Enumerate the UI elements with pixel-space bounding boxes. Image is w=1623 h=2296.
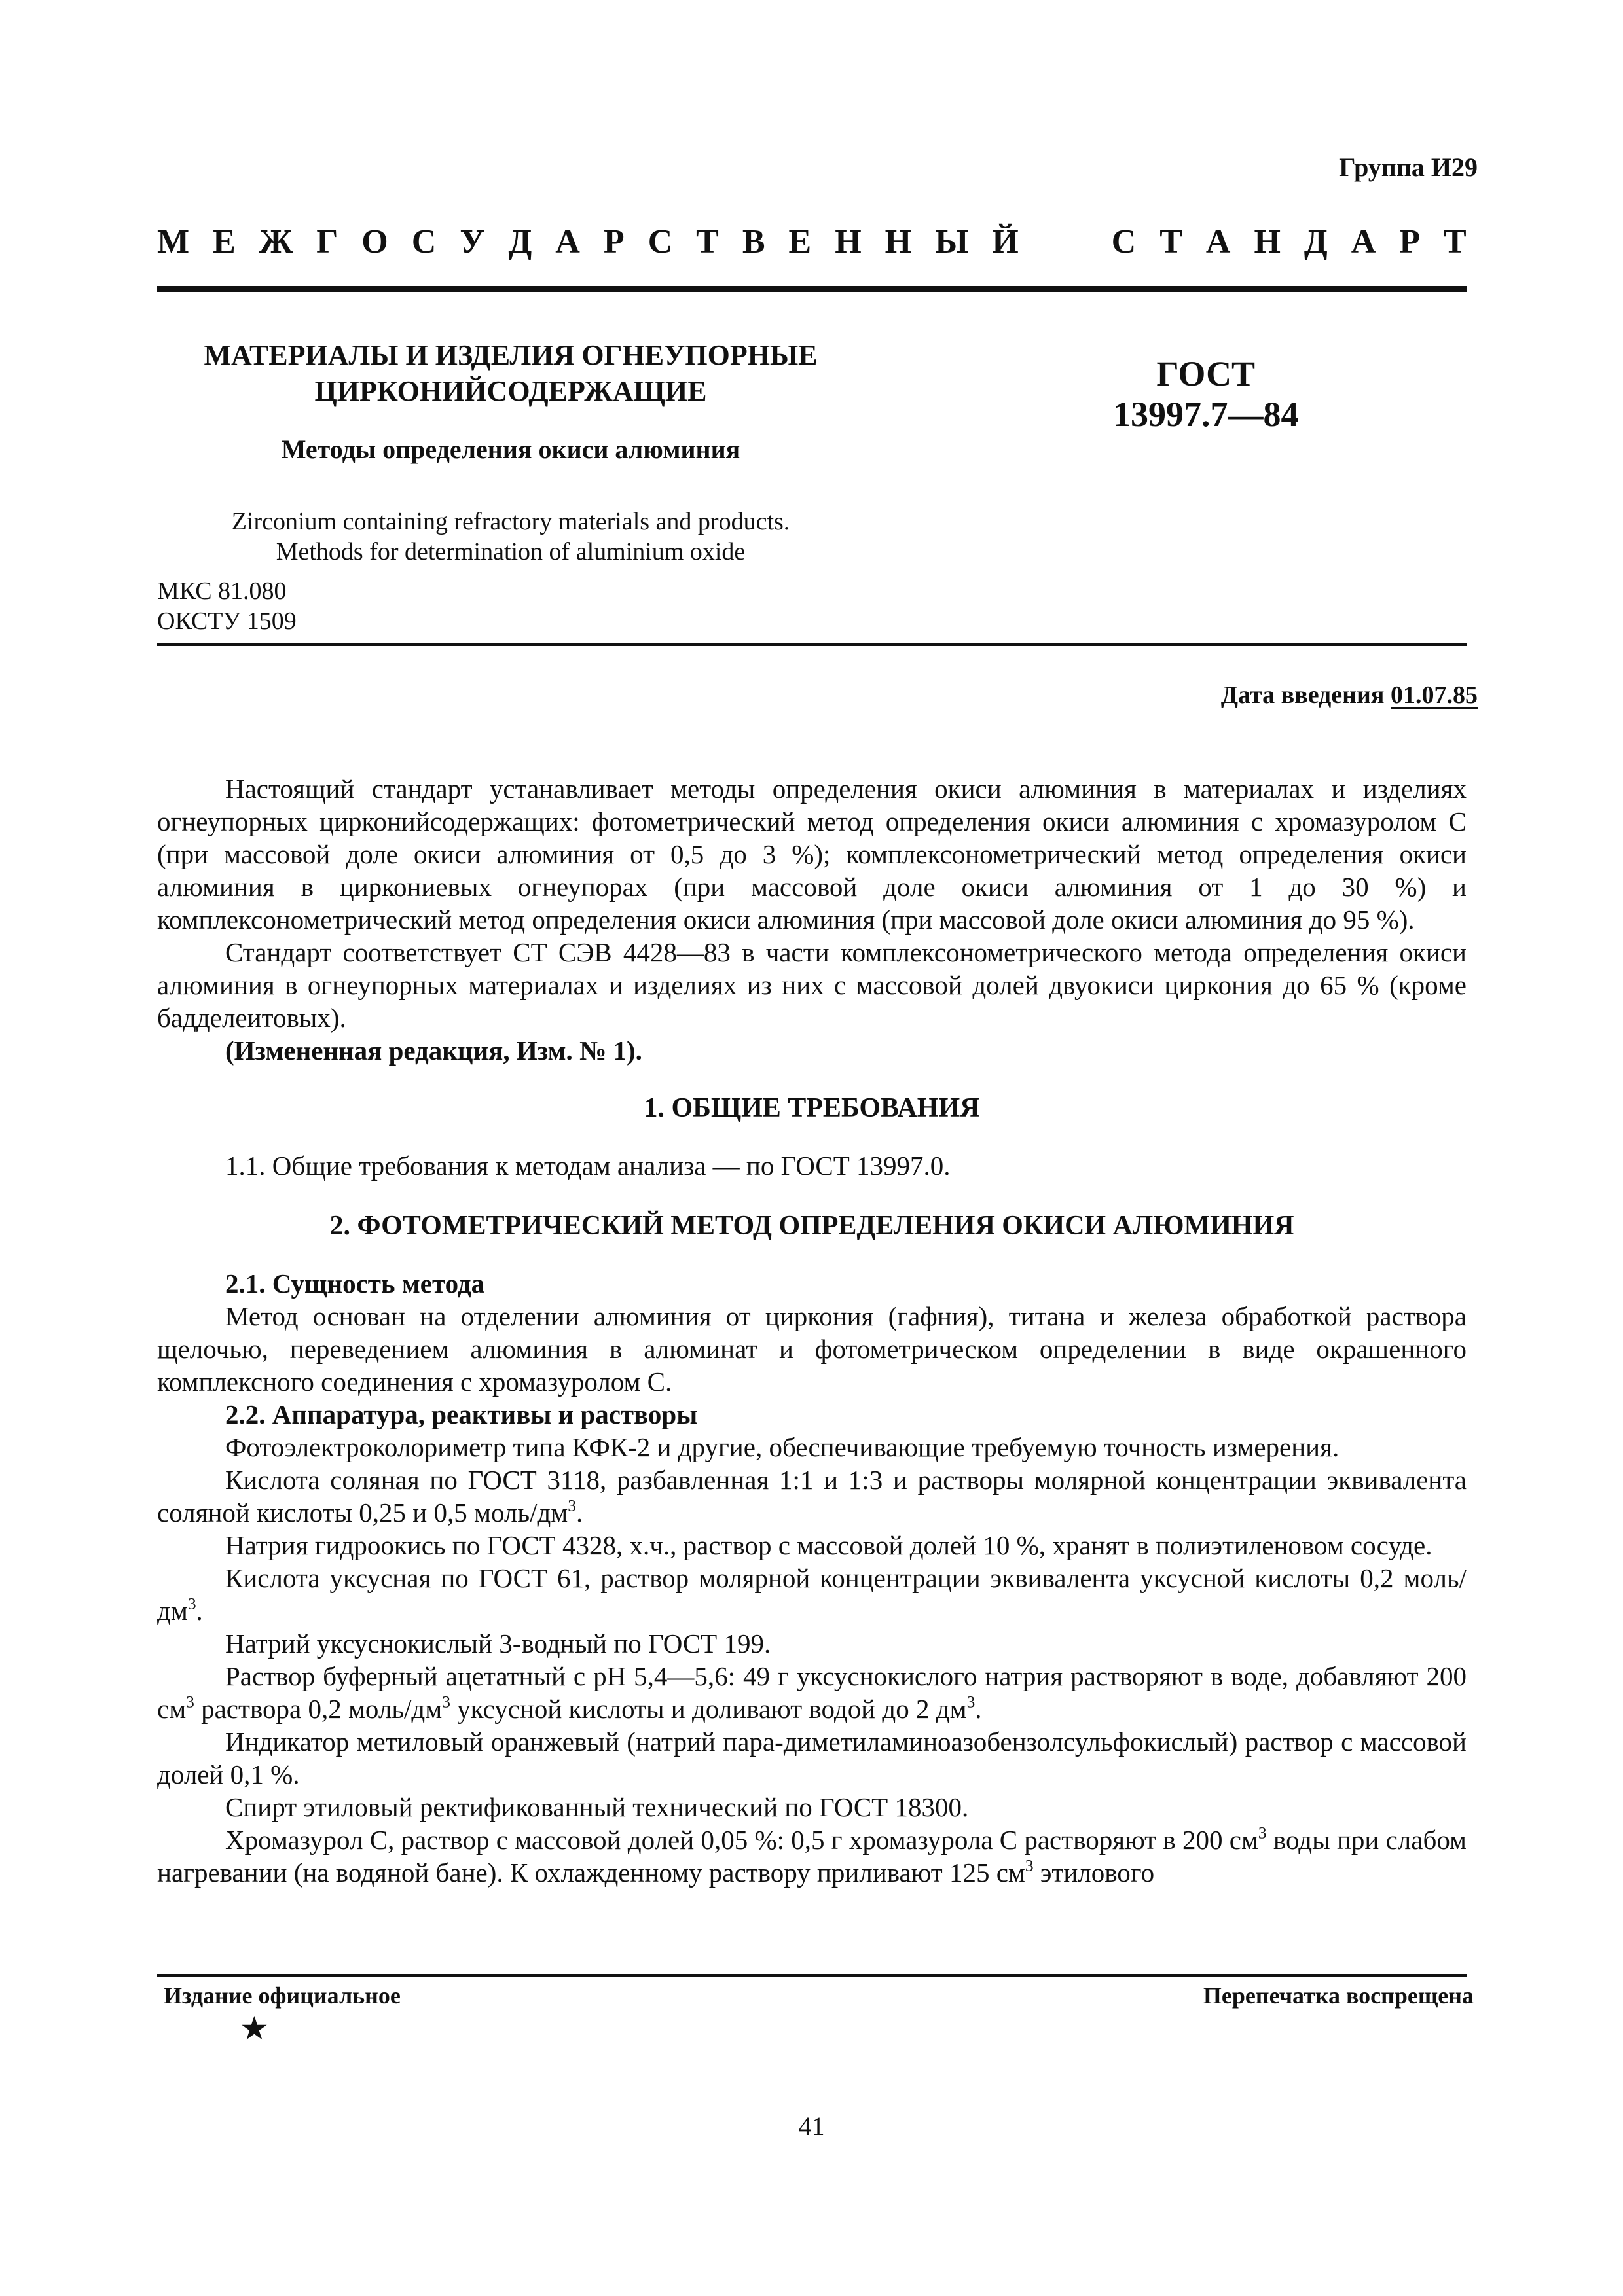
banner-letter: Г <box>316 223 338 260</box>
reagent-sodium-hydroxide: Натрия гидроокись по ГОСТ 4328, х.ч., раствор с массовой долей 10 %, хранят в полиэтиленовом сосуде. <box>225 1530 1432 1560</box>
banner-letter: Д <box>508 223 532 260</box>
title-line-1: МАТЕРИАЛЫ И ИЗДЕЛИЯ ОГНЕУПОРНЫЕ <box>204 339 818 371</box>
reagent-methyl-orange: Индикатор метиловый оранжевый (натрий пара-диметиламиноазобензолсульфокислый) раствор с массовой долей 0,1 %. <box>157 1727 1467 1789</box>
banner-letter: Т <box>1444 223 1467 260</box>
paragraph-amendment: (Измененная редакция, Изм. № 1). <box>225 1035 642 1066</box>
paragraph-conformity: Стандарт соответствует СТ СЭВ 4428—83 в части комплексонометрического метода определения окиси алюминия в огнеупорных материалах и изделиях из них с массовой долей двуокиси циркония до 65 % (кроме бадделеитовых). <box>157 937 1467 1033</box>
title-subtitle: Методы определения окиси алюминия <box>281 435 740 464</box>
reagent-acetic-acid: Кислота уксусная по ГОСТ 61, раствор молярной концентрации эквивалента уксусной кислоты 0,2 моль/$дм^3$. <box>157 1563 1467 1626</box>
page-number: 41 <box>798 2111 825 2141</box>
banner-letter: У <box>460 223 485 260</box>
paragraph-scope: Настоящий стандарт устанавливает методы определения окиси алюминия в материалах и изделиях огнеупорных цирконийсодержащих: фотометрический метод определения окиси алюминия с хромазуролом С (при массовой доле окиси алюминия от 0,5 до 3 %); комплексонометрический метод определения окиси алюминия в циркониевых огнеупорах (при массовой доле окиси алюминия от 1 до 30 %) и комплексонометрический метод определения окиси алюминия (при массовой доле окиси алюминия до 95 %). <box>157 774 1467 935</box>
banner-letter: Н <box>884 223 912 260</box>
reprint-prohibited-label: Перепечатка воспрещена <box>1203 1982 1474 2009</box>
banner-letter: М <box>157 223 190 260</box>
section-heading-1: 1. ОБЩИЕ ТРЕБОВАНИЯ <box>644 1093 980 1123</box>
banner-letter: Ж <box>259 223 293 260</box>
official-edition-label: Издание официальное <box>164 1982 401 2009</box>
banner-letter: Р <box>603 223 625 260</box>
gost-number <box>1113 353 1299 435</box>
okstu-code: ОКСТУ 1509 <box>157 607 297 635</box>
standard-banner <box>157 223 1467 261</box>
banner-letter: В <box>742 223 765 260</box>
classification-codes <box>157 576 297 636</box>
group-code: Группа И29 <box>1339 152 1478 182</box>
banner-letter: Ы <box>935 223 969 260</box>
banner-letter: А <box>555 223 580 260</box>
reagent-photocolorimeter: Фотоэлектроколориметр типа КФК-2 и другие, обеспечивающие требуемую точность измерения. <box>225 1432 1340 1462</box>
title-line-2: ЦИРКОНИЙСОДЕРЖАЩИЕ <box>314 375 707 407</box>
clause-2-1-text: Метод основан на отделении алюминия от циркония (гафния), титана и железа обработкой раствора щелочью, переведением алюминия в алюминат и фотометрическом определении в виде окрашенного комплексного соединения с хромазуролом С. <box>157 1301 1467 1397</box>
banner-letter: С <box>1111 223 1137 260</box>
reagent-ethyl-alcohol: Спирт этиловый ректификованный технический по ГОСТ 18300. <box>225 1792 969 1822</box>
banner-letter: А <box>1205 223 1231 260</box>
document-body <box>157 772 1467 1889</box>
star-icon: ★ <box>240 2010 269 2047</box>
banner-letter: Н <box>835 223 862 260</box>
clause-1-1: 1.1. Общие требования к методам анализа — по ГОСТ 13997.0. <box>225 1151 951 1181</box>
divider-rule <box>157 643 1467 646</box>
banner-letter: Е <box>788 223 812 260</box>
section-heading-2: 2. ФОТОМЕТРИЧЕСКИЙ МЕТОД ОПРЕДЕЛЕНИЯ ОКИСИ АЛЮМИНИЯ <box>329 1211 1294 1241</box>
banner-letter: Д <box>1304 223 1328 260</box>
reagent-hydrochloric-acid: Кислота соляная по ГОСТ 3118, разбавленная 1:1 и 1:3 и растворы молярной концентрации эквивалента соляной кислоты 0,25 и 0,5 моль/$дм^3$. <box>157 1465 1467 1528</box>
title-block <box>157 337 864 567</box>
title-en-line-1: Zirconium containing refractory materials and products. <box>231 508 790 535</box>
header-rule <box>157 286 1467 292</box>
banner-letter: С <box>647 223 673 260</box>
clause-2-2-heading: 2.2. Аппаратура, реактивы и растворы <box>225 1399 698 1429</box>
banner-letter: О <box>361 223 388 260</box>
title-en-line-2: Methods for determination of aluminium oxide <box>276 538 746 565</box>
gost-label: ГОСТ <box>1156 354 1256 393</box>
intro-date-label: Дата введения <box>1220 681 1385 709</box>
banner-letter: А <box>1351 223 1376 260</box>
banner-letter: Е <box>213 223 236 260</box>
banner-letter: Т <box>1159 223 1182 260</box>
reagent-sodium-acetate: Натрий уксуснокислый 3-водный по ГОСТ 199. <box>225 1628 771 1659</box>
clause-2-1-heading: 2.1. Сущность метода <box>225 1268 485 1299</box>
banner-letter: С <box>411 223 437 260</box>
banner-letter: Т <box>696 223 719 260</box>
reagent-acetate-buffer: Раствор буферный ацетатный с рН 5,4—5,6: 49 г уксуснокислого натрия растворяют в воде, добавляют 200 $см^3$ раствора 0,2 моль/$дм^3$ уксусной кислоты и доливают водой до 2 $дм^3$. <box>157 1661 1467 1724</box>
footer-rule <box>157 1974 1467 1977</box>
banner-letter: Й <box>992 223 1019 260</box>
reagent-chromazurol: Хромазурол С, раствор с массовой долей 0,05 %: 0,5 г хромазурола С растворяют в 200 $см^3$ воды при слабом нагревании (на водяной бане). К охлажденному раствору приливают 125 $см^3$ этилового <box>157 1823 1467 1888</box>
intro-date <box>1221 681 1478 709</box>
banner-letter: Р <box>1399 223 1421 260</box>
banner-letter: Н <box>1254 223 1281 260</box>
mks-code: МКС 81.080 <box>157 577 287 605</box>
intro-date-value: 01.07.85 <box>1391 681 1478 709</box>
gost-code: 13997.7—84 <box>1113 395 1299 434</box>
